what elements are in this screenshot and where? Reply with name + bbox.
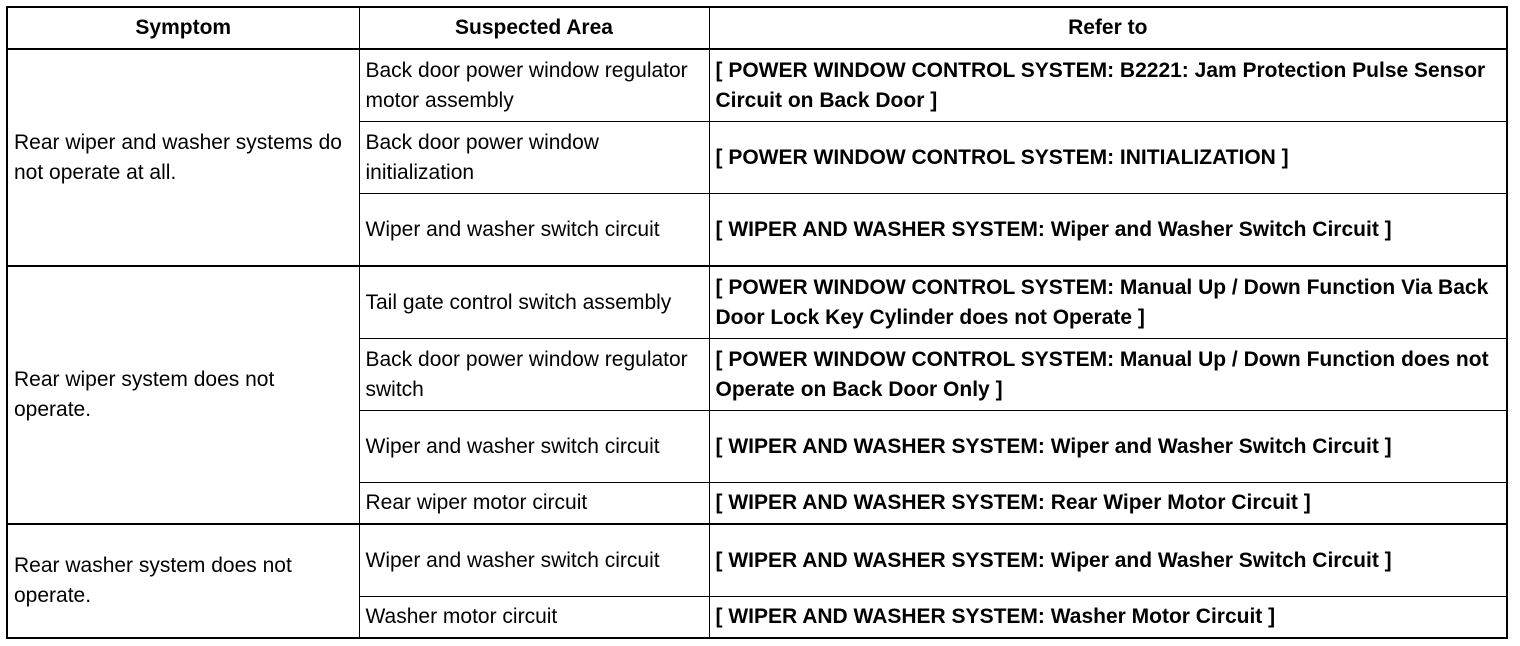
suspected-area-cell: Wiper and washer switch circuit (359, 194, 709, 267)
suspected-area-cell: Rear wiper motor circuit (359, 483, 709, 525)
troubleshooting-table (6, 6, 1508, 639)
troubleshooting-table-container (6, 6, 1508, 639)
suspected-area-cell: Back door power window regulator motor assembly (359, 49, 709, 122)
refer-to-link[interactable]: [ POWER WINDOW CONTROL SYSTEM: Manual Up / Down Function Via Back Door Lock Key Cylinder does not Operate ] (709, 266, 1507, 339)
suspected-area-cell: Washer motor circuit (359, 597, 709, 639)
header-suspected-area: Suspected Area (359, 7, 709, 49)
table-row (7, 49, 1507, 122)
table-row (7, 266, 1507, 339)
suspected-area-cell: Tail gate control switch assembly (359, 266, 709, 339)
refer-to-link[interactable]: [ POWER WINDOW CONTROL SYSTEM: INITIALIZATION ] (709, 122, 1507, 194)
refer-to-link[interactable]: [ POWER WINDOW CONTROL SYSTEM: B2221: Jam Protection Pulse Sensor Circuit on Back Door ] (709, 49, 1507, 122)
refer-to-link[interactable]: [ POWER WINDOW CONTROL SYSTEM: Manual Up / Down Function does not Operate on Back Door Only ] (709, 339, 1507, 411)
symptom-cell: Rear wiper and washer systems do not operate at all. (7, 49, 359, 266)
suspected-area-cell: Back door power window regulator switch (359, 339, 709, 411)
refer-to-link[interactable]: [ WIPER AND WASHER SYSTEM: Wiper and Washer Switch Circuit ] (709, 411, 1507, 483)
symptom-cell: Rear washer system does not operate. (7, 524, 359, 638)
refer-to-link[interactable]: [ WIPER AND WASHER SYSTEM: Wiper and Washer Switch Circuit ] (709, 524, 1507, 597)
suspected-area-cell: Back door power window initialization (359, 122, 709, 194)
refer-to-link[interactable]: [ WIPER AND WASHER SYSTEM: Washer Motor Circuit ] (709, 597, 1507, 639)
table-row (7, 524, 1507, 597)
symptom-cell: Rear wiper system does not operate. (7, 266, 359, 524)
refer-to-link[interactable]: [ WIPER AND WASHER SYSTEM: Wiper and Washer Switch Circuit ] (709, 194, 1507, 267)
header-row (7, 7, 1507, 49)
header-refer-to: Refer to (709, 7, 1507, 49)
header-symptom: Symptom (7, 7, 359, 49)
suspected-area-cell: Wiper and washer switch circuit (359, 524, 709, 597)
suspected-area-cell: Wiper and washer switch circuit (359, 411, 709, 483)
refer-to-link[interactable]: [ WIPER AND WASHER SYSTEM: Rear Wiper Motor Circuit ] (709, 483, 1507, 525)
